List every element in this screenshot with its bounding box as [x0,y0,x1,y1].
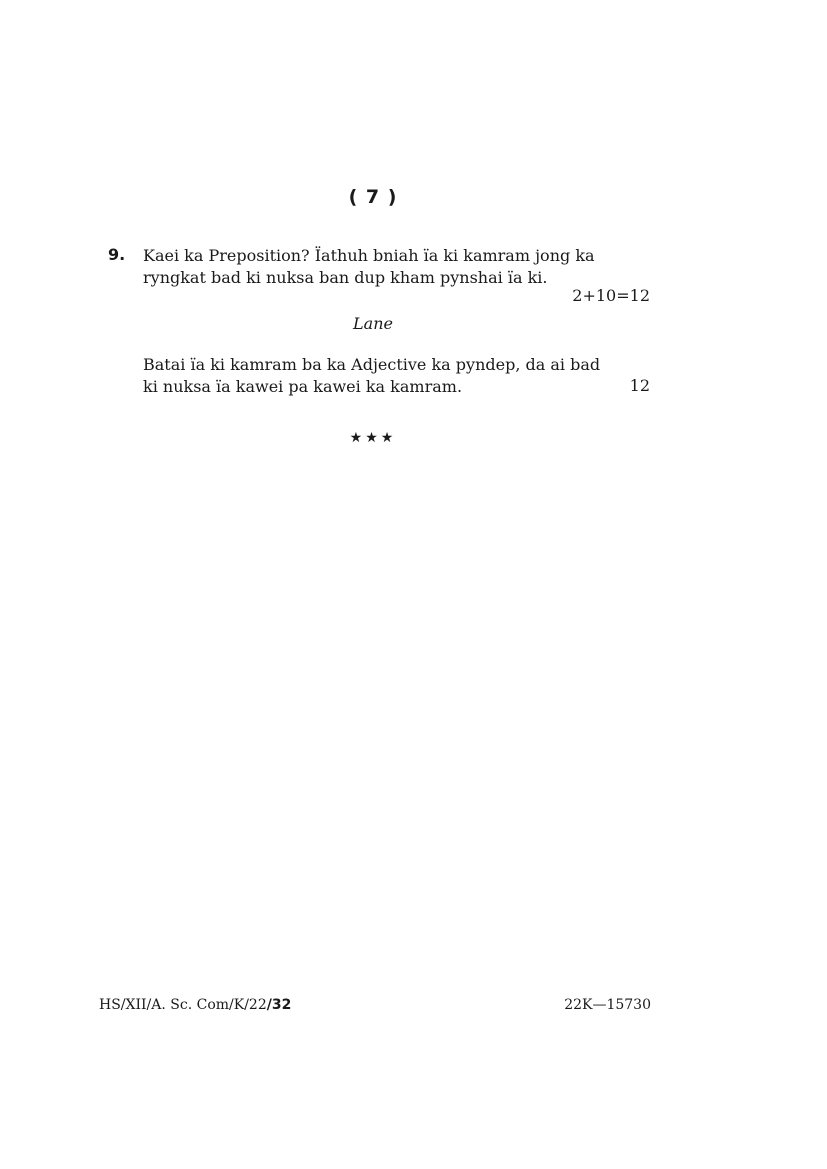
question-number: 9. [108,245,126,264]
question-text [143,245,651,289]
paper-code-prefix: HS/XII/A. Sc. Com/K/22 [99,997,267,1013]
print-serial: 22K—15730 [564,997,651,1013]
paper-code [99,997,291,1013]
end-marker-stars: ★★★ [349,430,397,446]
alternative-line: Batai ïa ki kamram ba ka Adjective ka pyndep, da ai bad [143,355,601,374]
question-line: ryngkat bad ki nuksa ban dup kham pynshai ïa ki. [143,268,548,287]
alternative-marks: 12 [629,376,650,395]
page-number: ( 7 ) [348,186,398,208]
paper-code-suffix: /32 [266,997,292,1013]
or-label: Lane [353,314,393,333]
question-marks: 2+10=12 [572,286,650,305]
question-line: Kaei ka Preposition? Ïathuh bniah ïa ki kamram jong ka [143,246,595,265]
alternative-line: ki nuksa ïa kawei pa kawei ka kamram. [143,377,463,396]
